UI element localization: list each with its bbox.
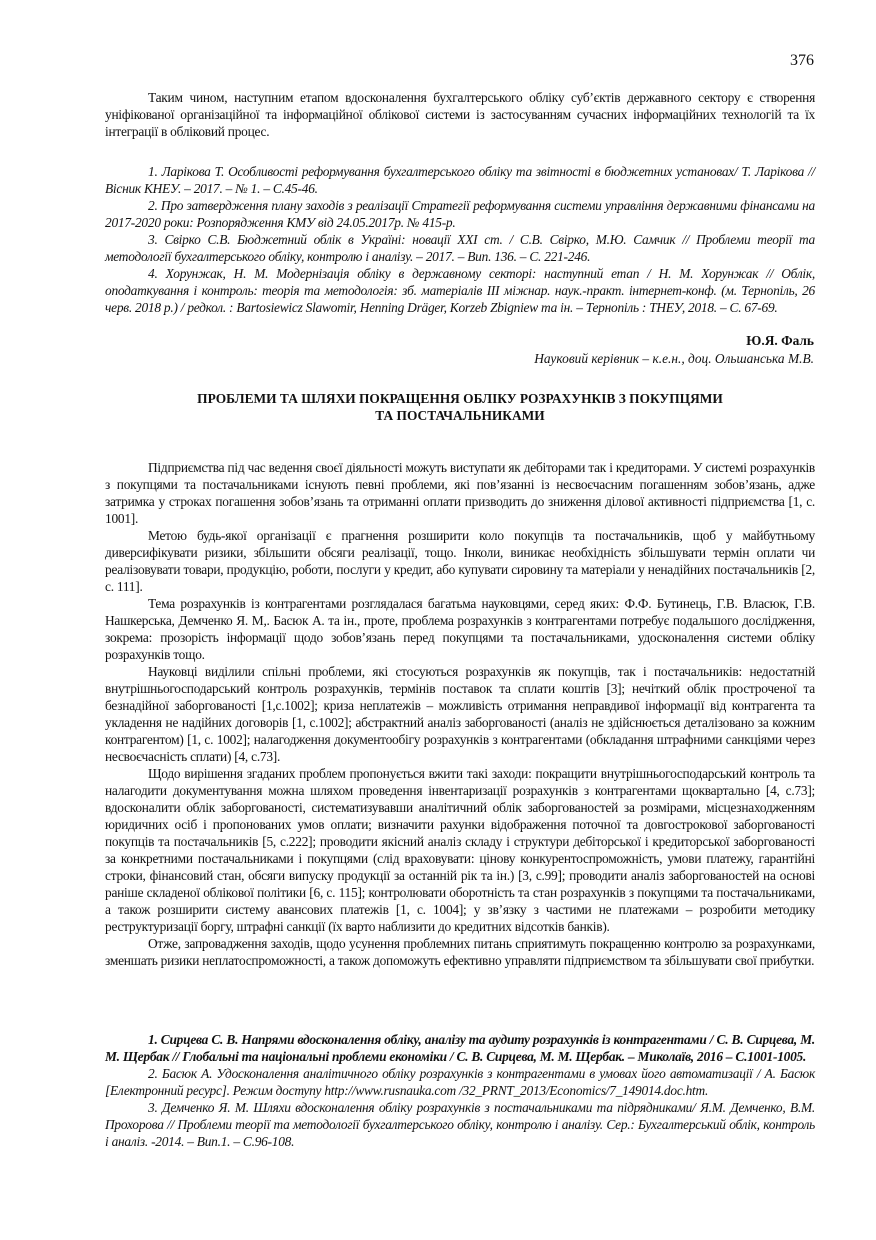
supervisor: Науковий керівник – к.е.н., доц. Ольшанська М.В. xyxy=(534,351,814,366)
body-paragraph: Щодо вирішення згаданих проблем пропонується вжити такі заходи: покращити внутрішньогосподарський контроль та налагодити документування можна шляхом проведення інвентаризації розрахунків з контрагентами щоквартально [4, с.73]; вдосконалити облік заборгованості, систематизувавши аналітичний облік заборгованостей за розмірами, місцезнаходженням юридичних осіб і пропонованих умов оплати; визначити рахунки відображення поточної та довгострокової заборгованості покупців та постачальників [5, с.222]; проводити якісний аналіз складу і структури дебіторської і кредиторської заборгованості за конкретними постачальниками і покупцями (слід враховувати: цінову конкурентоспроможність, умови платежу, гарантійні строки, фінансовий стан, обсяги випуску продукції за останній рік та ін.) [3, с.99]; проводити аналіз заборгованостей на основі раніше складеної облікової політики [6, с. 115]; контролювати оборотність та стан розрахунків з покупцями та постачальниками, а також розширити систему авансових платежів [1, с. 1004]; у зв’язку з частими не платежами – розробити методику реструктуризації боргу, штрафні санкції (їх варто наблизити до кредитних відсотків банків). xyxy=(105,766,815,934)
intro-paragraph: Таким чином, наступним етапом вдосконалення бухгалтерського обліку суб’єктів державного сектору є створення уніфікованої організаційної та інформаційної облікової системи із застосуванням сучасних інформаційних технологій та їх інтеграції в обліковий процес. xyxy=(105,90,815,139)
body-paragraph: Підприємства під час ведення своєї діяльності можуть виступати як дебіторами так і кредиторами. У системі розрахунків з покупцями та постачальниками існують певні проблеми, які пов’язанні із несвоєчасним погашенням зобов’язань, адже затримка у строках погашення зобов’язань та отриманні оплати призводить до зниження ділової активності підприємства [1, с. 1001]. xyxy=(105,460,815,526)
body-paragraph: Науковці виділили спільні проблеми, які стосуються розрахунків як покупців, так і постачальників: недостатній внутрішньогосподарський контроль розрахунків, термінів поставок та сплати коштів [3]; нечіткий облік простроченої та безнадійної заборгованості [1,с.1002]; криза неплатежів – можливість отримання неправдивої інформації від контрагента та укладення не надійних договорів [1, с.1002]; абстрактний аналіз заборгованості (аналіз не здійснюється деталізовано за кожним контрагентом) [1, с. 1002]; налагодження документообігу розрахунків з контрагентами (обкладання штрафними санкціями через несвоєчасність сплати) [4, с.73]. xyxy=(105,664,815,764)
body-paragraph: Метою будь-якої організації є прагнення розширити коло покупців та постачальників, щоб у майбутньому диверсифікувати ризики, збільшити обсяги реалізації, тощо. Інколи, виникає необхідність збільшувати термін оплати чи реалізовувати товари, продукцію, роботи, послуги у кредит, або купувати сировину та матеріали у ненадійних постачальників [2, с. 111]. xyxy=(105,528,815,594)
reference-item: 2. Про затвердження плану заходів з реалізації Стратегії реформування системи управління державними фінансами на 2017-2020 роки: Розпорядження КМУ від 24.05.2017р. № 415-р. xyxy=(105,198,815,230)
reference-item: 1. Сирцева С. В. Напрями вдосконалення обліку, аналізу та аудиту розрахунків із контрагентами / С. В. Сирцева, М. М. Щербак // Глобальні та національні проблеми економіки / С. В. Сирцева, М. М. Щербак. – Миколаїв, 2016 – С.1001-1005. xyxy=(105,1032,815,1064)
title-line: ТА ПОСТАЧАЛЬНИКАМИ xyxy=(375,408,545,423)
reference-item: 3. Свірко С.В. Бюджетний облік в Україні: новації XXI ст. / С.В. Свірко, М.Ю. Самчик // Проблеми теорії та методології бухгалтерського обліку, контролю і аналізу. – 2017. – Вип. 136. – С. 221-246. xyxy=(105,232,815,264)
intro-section xyxy=(105,89,815,140)
title-line: ПРОБЛЕМИ ТА ШЛЯХИ ПОКРАЩЕННЯ ОБЛІКУ РОЗРАХУНКІВ З ПОКУПЦЯМИ xyxy=(197,391,723,406)
page-number: 376 xyxy=(790,52,814,69)
reference-item: 1. Ларікова Т. Особливості реформування бухгалтерського обліку та звітності в бюджетних установах/ Т. Ларікова // Вісник КНЕУ. – 2017. – № 1. – С.45-46. xyxy=(105,164,815,196)
body-paragraph: Отже, запровадження заходів, щодо усунення проблемних питань сприятимуть покращенню контролю за розрахунками, зменшать ризики неплатоспроможності, а також допоможуть ефективно управляти підприємством та збільшувати свої прибутки. xyxy=(105,936,815,968)
reference-item: 2. Басюк А. Удосконалення аналітичного обліку розрахунків з контрагентами в умовах його автоматизації / А. Басюк [Електронний ресурс]. Режим доступу http://www.rusnauka.com /32_PRNT_2013/Economics/7_149014.doc.htm. xyxy=(105,1066,815,1098)
references-list-2 xyxy=(105,1031,815,1150)
article-title xyxy=(105,390,815,424)
references-list-1 xyxy=(105,163,815,316)
body-paragraph: Тема розрахунків із контрагентами розглядалася багатьма науковцями, серед яких: Ф.Ф. Бутинець, Г.В. Власюк, Г.В. Нашкерська, Демченко Я. М,. Басюк А. та ін., проте, проблема розрахунків з контрагентами потребує подальшого дослідження, зокрема: прозорість інформації щодо зобов’язань перед покупцями та постачальниками, удосконалення системи обліку розрахунків тощо. xyxy=(105,596,815,662)
reference-item: 3. Демченко Я. М. Шляхи вдосконалення обліку розрахунків з постачальниками та підрядниками/ Я.М. Демченко, В.М. Прохорова // Проблеми теорії та методології бухгалтерського обліку, контролю і аналізу. Сер.: Бухгалтерський облік, контроль і аналіз. -2014. – Вип.1. – С.96-108. xyxy=(105,1100,815,1149)
article-body xyxy=(105,459,815,969)
reference-item: 4. Хорунжак, Н. М. Модернізація обліку в державному секторі: наступний етап / Н. М. Хорунжак // Облік, оподаткування і контроль: теорія та методологія: зб. матеріалів III міжнар. наук.-практ. інтернет-конф. (м. Тернопіль, 26 черв. 2018 р.) / редкол. : Bartosiewicz Slawomir, Henning Dräger, Korzeb Zbigniew та ін. – Тернопіль : ТНЕУ, 2018. – С. 67-69. xyxy=(105,266,815,315)
author-name: Ю.Я. Фаль xyxy=(746,333,814,348)
